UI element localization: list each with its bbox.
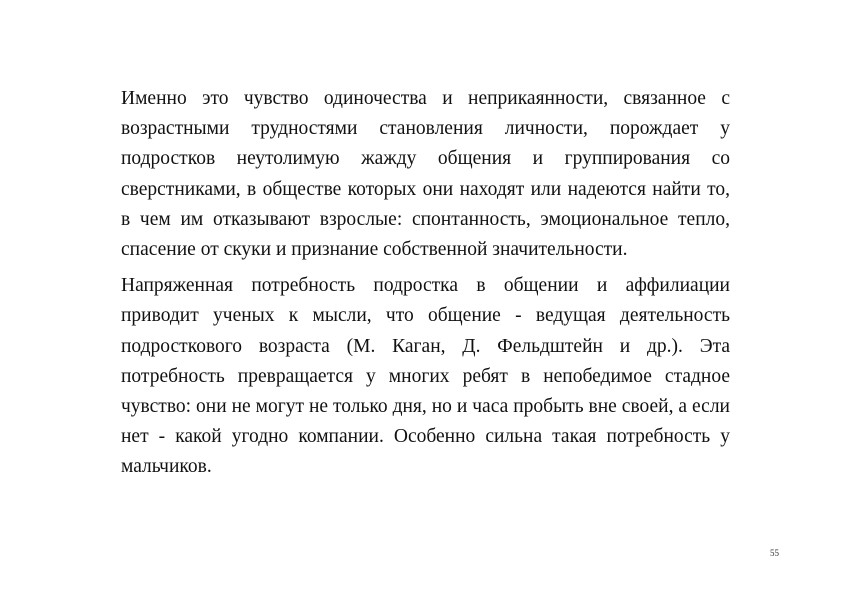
paragraph-1: Именно это чувство одиночества и неприкаянности, связанное с возрастными трудностями становления личности, порождает у подростков неутолимую жажду общения и группирования со сверстниками, в обществе которых они находят или надеются найти то, в чем им отказывают взрослые: спонтанность, эмоциональное тепло, спасение от скуки и признание собственной значительности. (121, 88, 730, 261)
paragraph-2: Напряженная потребность подростка в общении и аффилиации приводит ученых к мысли, что общение - ведущая деятельность подросткового возраста (М. Каган, Д. Фельдштейн и др.). Эта потребность превращается у многих ребят в непобедимое стадное чувство: они не могут не только дня, но и часа пробыть вне своей, а если нет - какой угодно компании. Особенно сильна такая потребность у мальчиков. (121, 275, 730, 478)
page-number: 55 (770, 548, 779, 558)
body-text (121, 84, 730, 489)
